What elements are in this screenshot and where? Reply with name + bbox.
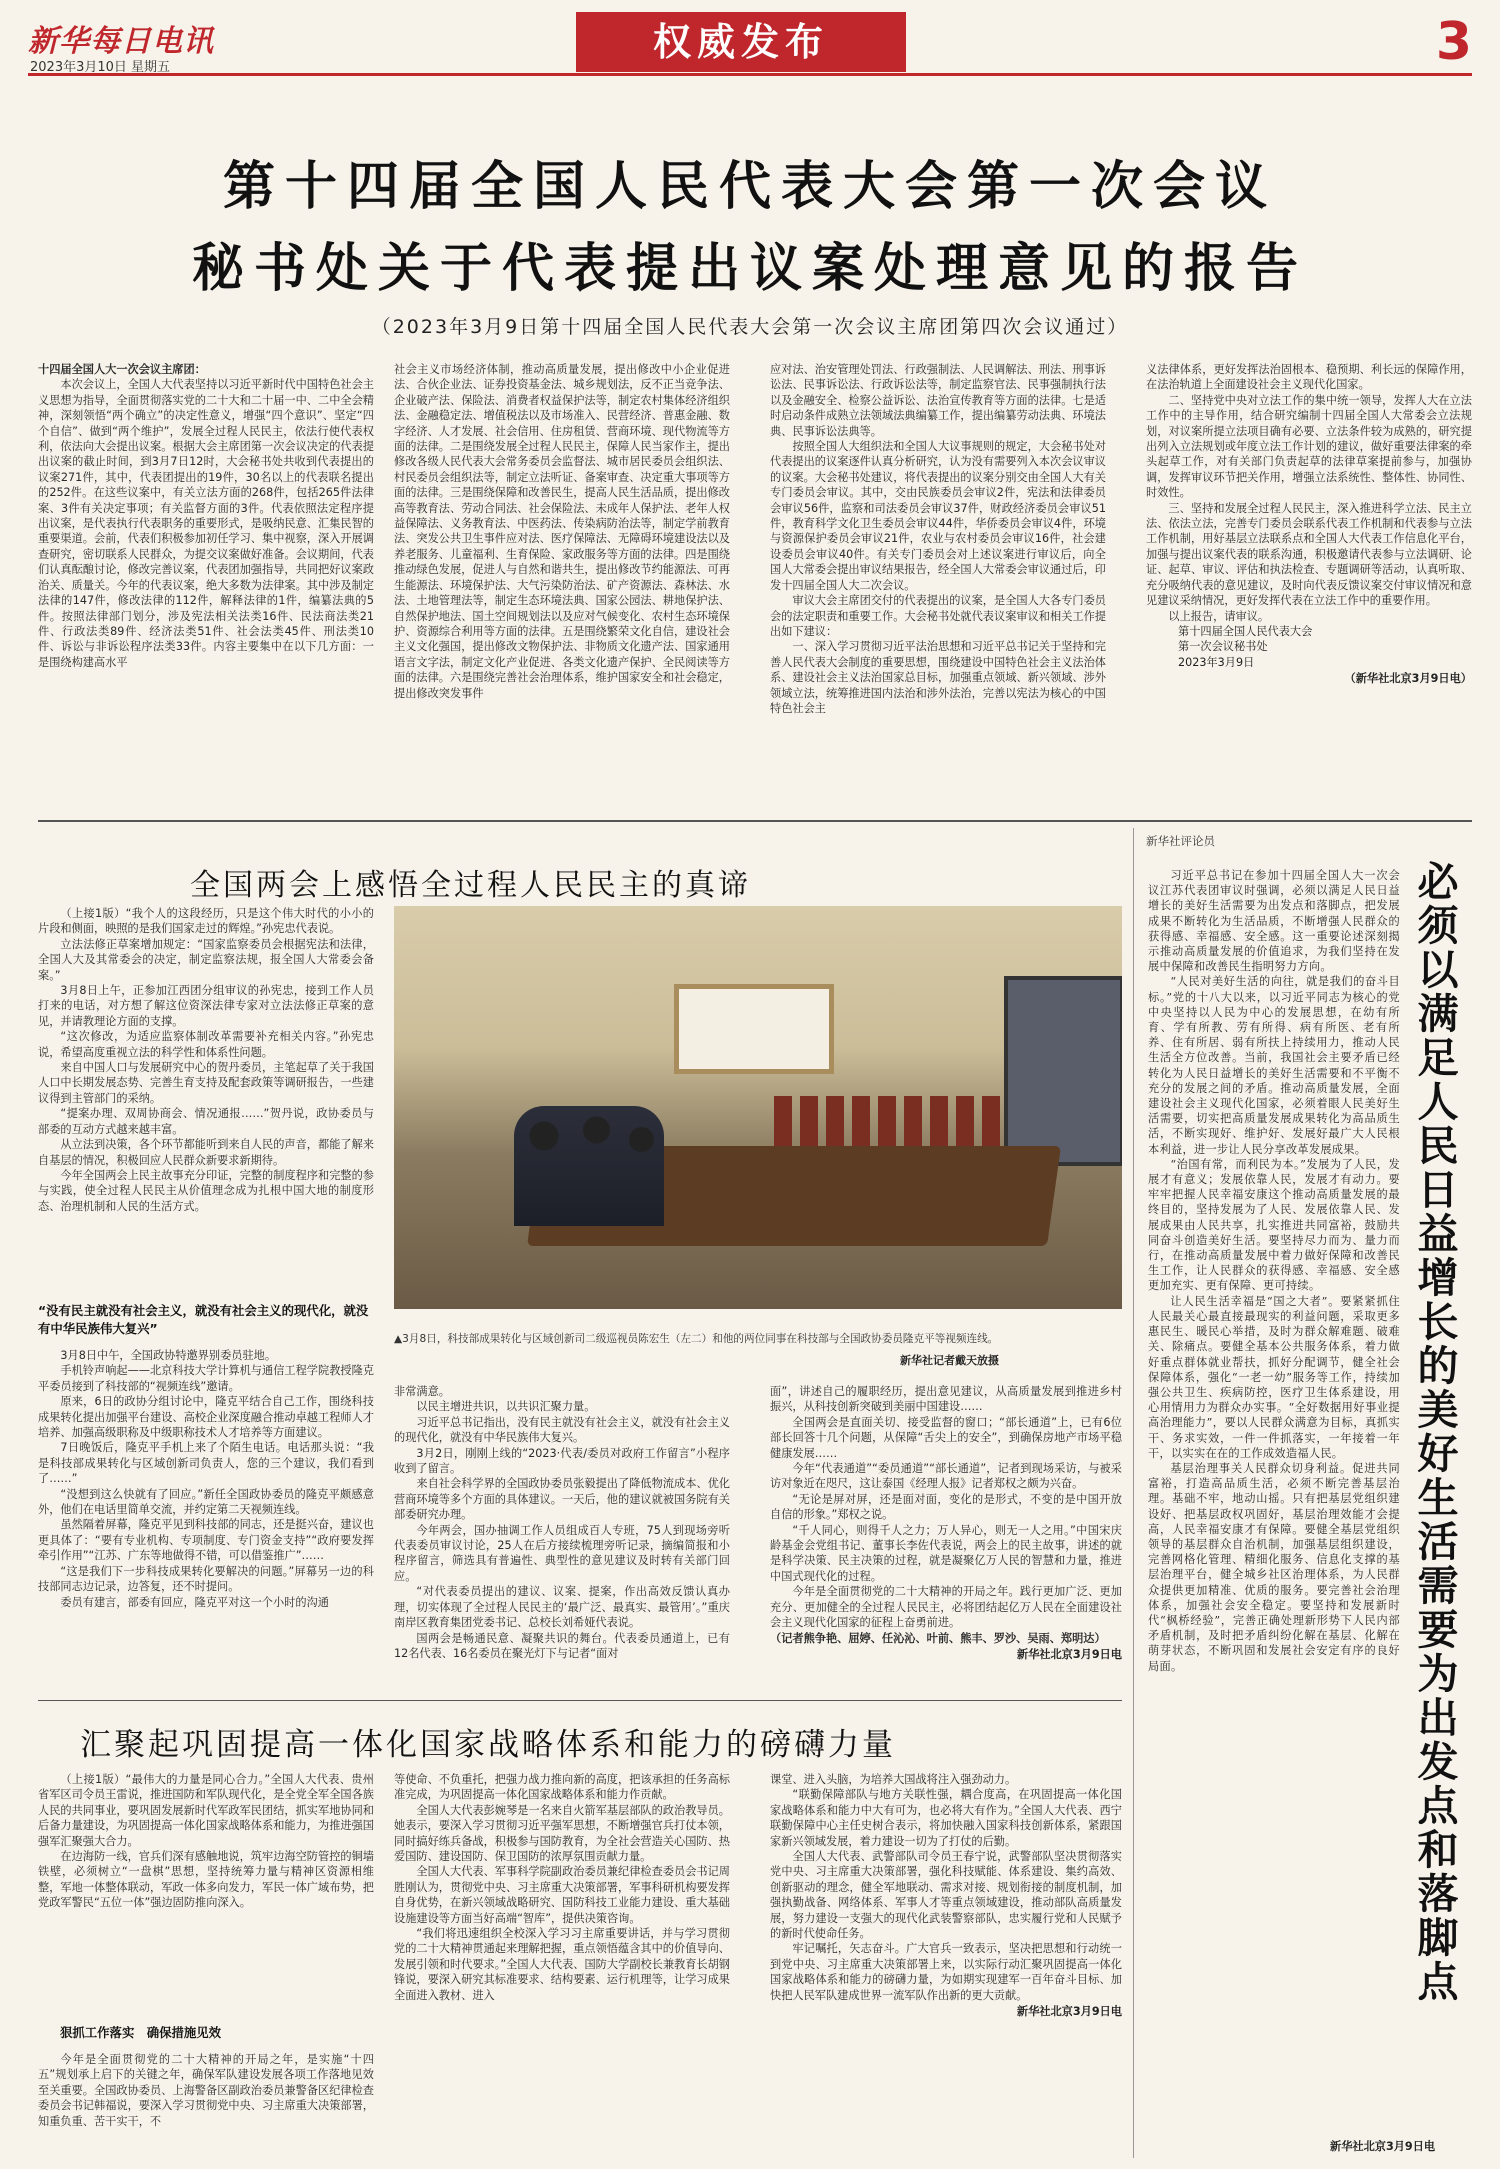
commentary-paragraph: 习近平总书记在参加十四届全国人大一次会议江苏代表团审议时强调，必须以满足人民日益增长的美好生活需要为出发点和落脚点，把发展成果不断转化为生活品质，不断增强人民群众的获得感、幸福感、安全感。这一重要论述深刻揭示推动高质量发展的价值追求，为我们坚持在发展中保障和改善民生指明努力方向。 [1148, 869, 1400, 974]
photo-credit: 新华社记者戴天放摄 [900, 1354, 999, 1367]
article3-credit: 新华社北京3月9日电 [1016, 2005, 1122, 2019]
article2-paragraph: “提案办理、双周协商会、情况通报……”贺丹说，政协委员与部委的互动方式越来越丰富。 [38, 1107, 374, 1136]
commentary-title: 必须以满足人民日益增长的美好生活需要为出发点和落脚点 [1417, 858, 1459, 2006]
article2-title: 全国两会上感悟全过程人民民主的真谛 [190, 868, 751, 903]
article2-paragraph: 立法法修正草案增加规定：“国家监察委员会根据宪法和法律，全国人大及其常委会的决定，制定监察法规，报全国人大常委会备案。” [38, 937, 374, 982]
article3-paragraph: 牢记嘱托，矢志奋斗。广大官兵一致表示，坚决把思想和行动统一到党中央、习主席重大决策部署上来，以实际行动汇聚巩固提高一体化国家战略体系和能力的磅礴力量，为如期实现建军一百年奋斗目标、加快把人民军队建成世界一流军队作出新的更大贡献。 [770, 1942, 1122, 2002]
article2-paragraph: 虽然隔着屏幕，隆克平见到科技部的同志，还是挺兴奋，建议也更具体了：“要有专业机构、专项制度、专门资金支持”“政府要发挥牵引作用”“江苏、广东等地做得不错，可以借鉴推广”…… [38, 1518, 374, 1563]
article2-paragraph: 3月8日上午，正参加江西团分组审议的孙宪忠，接到工作人员打来的电话，对方想了解这位资深法律专家对立法法修正草案的意见，并请教理论方面的支撑。 [38, 984, 374, 1028]
article3-subhead: 狠抓工作落实 确保措施见效 [60, 2025, 222, 2040]
article3-paragraph: 课堂、进入头脑，为培养大国战将注入强劲动力。 [770, 1773, 1017, 1786]
report-column-1 [38, 362, 374, 670]
report-salutation: 十四届全国人大一次会议主席团： [38, 363, 206, 376]
article2-paragraph: 今年“代表通道”“委员通道”“部长通道”，记者到现场采访，与被采访对象近在咫尺，这让泰国《经理人报》记者郑权之颇为兴奋。 [770, 1462, 1122, 1491]
section-divider [38, 1700, 1122, 1701]
issue-date: 2023年3月10日 星期五 [30, 60, 171, 75]
report-paragraph: 一、深入学习贯彻习近平法治思想和习近平总书记关于坚持和完善人民代表大会制度的重要思想，围绕建设中国特色社会主义法治体系、建设社会主义法治国家总目标，加强重点领域、新兴领域、涉外领域立法，统筹推进国内法治和涉外法治，完善以宪法为核心的中国特色社会主 [770, 640, 1106, 715]
article2-column-1a [38, 906, 374, 1214]
article3-column-3 [770, 1772, 1122, 2019]
article3-paragraph: 全国人大代表彭婉琴是一名来自火箭军基层部队的政治教导员。她表示，要深入学习贯彻习近平强军思想，不断增强官兵打仗本领，同时搞好练兵备战，积极参与国防教育，为全社会营造关心国防、热爱国防、建设国防、保卫国防的浓厚氛围贡献力量。 [394, 1803, 730, 1864]
article2-paragraph: 习近平总书记指出，没有民主就没有社会主义，就没有社会主义的现代化，就没有中华民族伟大复兴。 [394, 1415, 730, 1445]
article3-title: 汇聚起巩固提高一体化国家战略体系和能力的磅礴力量 [80, 1727, 896, 1763]
article2-paragraph: “这次修改，为适应监察体制改革需要补充相关内容。”孙宪忠说，希望高度重视立法的科学性和体系性问题。 [38, 1030, 374, 1059]
article3-paragraph: 今年是全面贯彻党的二十大精神的开局之年，是实施“十四五”规划承上启下的关键之年，确保军队建设发展各项工作落地见效至关重要。全国政协委员、上海警备区副政治委员兼警备区纪律检查委员会书记韩福说，要深入学习贯彻党中央、习主席重大决策部署，知重负重、苦干实干，不 [38, 2053, 374, 2128]
article2-credit: （记者熊争艳、屈婷、任沁沁、叶前、熊丰、罗沙、吴雨、郑明达） [770, 1631, 1106, 1645]
wall-painting [674, 984, 834, 1074]
commentary-paragraph: 让人民生活幸福是“国之大者”。要紧紧抓住人民最关心最直接最现实的利益问题，采取更多惠民生、暖民心举措，及时为群众解难题、破难关、除痛点。要健全基本公共服务体系，着力做好重点群体就业帮扶，抓好分配调节，健全社会保障体系，强化“一老一幼”服务等工作，持续加强公共卫生、疾病防控，医疗卫生体系建设，用心用情用力为群众办实事。“全好数据用好事业提高治理能力”，要以人民群众满意为目标，真抓实干、务求实效，一件一件抓落实，一年接着一年干，以实实在在的工作成效造福人民。 [1148, 1294, 1400, 1460]
article2-paragraph: 今年是全面贯彻党的二十大精神的开局之年。践行更加广泛、更加充分、更加健全的全过程人民民主，必将团结起亿万人民在全面建设社会主义现代化国家的征程上奋勇前进。 [770, 1585, 1122, 1630]
article2-paragraph: 来自中国人口与发展研究中心的贺丹委员，主笔起草了关于我国人口中长期发展态势、完善生育支持及配套政策等调研报告，一些建议得到主管部门的采纳。 [38, 1061, 374, 1105]
article2-paragraph: 今年两会，国办抽调工作人员组成百人专班，75人到现场旁听代表委员审议讨论，25人在后方接续梳理旁听记录，摘编简报和小程序留言，筛选具有普遍性、典型性的意见建议及时转有关部门回应。 [394, 1523, 730, 1583]
article3-column-1b [38, 2052, 374, 2129]
report-paragraph: 审议大会主席团交付的代表提出的议案，是全国人大各专门委员会的法定职责和重要工作。大会秘书处就代表议案审议和相关工作提出如下建议： [770, 594, 1106, 638]
article2-paragraph: 非常满意。 [394, 1385, 450, 1398]
commentary-body [1148, 868, 1400, 1674]
article2-paragraph: 委员有建言，部委有回应，隆克平对这一个小时的沟通 [60, 1595, 329, 1609]
report-paragraph: 三、坚持和发展全过程人民民主，深入推进科学立法、民主立法、依法立法，完善专门委员会联系代表工作机制和代表参与立法工作机制，用好基层立法联系点和全国人大代表工作信息化平台，加强与提出议案代表的联系沟通，积极邀请代表参与立法调研、论证、起草、审议、评估和执法检查、专题调研等活动，认真听取、充分吸纳代表的意见建议，及时向代表反馈议案交付审议情况和意见建议采纳情况，更好发挥代表在立法工作中的重要作用。 [1146, 501, 1472, 608]
article2-paragraph: 从立法到决策，各个环节都能听到来自人民的声音，都能了解来自基层的情况，积极回应人民群众新要求新期待。 [38, 1138, 374, 1167]
article2-paragraph: “对代表委员提出的建议、议案、提案，作出高效反馈认真办理，切实体现了全过程人民民主的‘最广泛、最真实、最管用’。”重庆南岸区教育集团党委书记、总校长刘希娅代表说。 [394, 1585, 730, 1630]
article2-paragraph: “千人同心，则得千人之力；万人异心，则无一人之用。”中国宋庆龄基金会党组书记、董事长李佐代表说，两会上的民主故事，讲述的就是科学决策、民主决策的过程，就是凝聚亿万人民的智慧和力量，推进中国式现代化的过程。 [770, 1523, 1122, 1583]
article2-column-2 [394, 1384, 730, 1661]
article2-paragraph: 以民主增进共识，以共识汇聚力量。 [416, 1400, 596, 1414]
article3-column-1a [38, 1772, 374, 1911]
article2-column-3 [770, 1384, 1122, 1662]
article3-paragraph: 在边海防一线，官兵们深有感触地说，筑牢边海空防管控的铜墙铁壁，必须树立“一盘棋”思想，坚持统筹力量与精神区资源相维整，军地一体整体联动，军政一体多向发力，军民一体广域布势，把党政军警民“五位一体”强边固防推向深入。 [38, 1850, 374, 1910]
article2-paragraph: 3月2日，刚刚上线的“2023·代表/委员对政府工作留言”小程序收到了留言。 [394, 1446, 730, 1476]
article3-paragraph: “我们将迅速组织全校深入学习习主席重要讲话，并与学习贯彻党的二十大精神贯通起来理解把握，重点领悟蕴含其中的价值导向、发展引领和时代要求。”全国人大代表、国防大学副校长兼教育长胡钢锋说，要深入研究其标准要求、结构要素、运行机理等，让学习成果全面进入教材、进入 [394, 1927, 730, 2002]
article3-column-2 [394, 1772, 730, 2003]
commentary-credit: 新华社北京3月9日电 [1330, 2140, 1436, 2153]
report-paragraph: 按照全国人大组织法和全国人大议事规则的规定，大会秘书处对代表提出的议案逐件认真分析研究，认为没有需要列入本次会议审议的议案。大会秘书处建议，将代表提出的议案分别交由全国人大有关专门委员会审议。其中，交由民族委员会审议2件，宪法和法律委员会审议56件，监察和司法委员会审议37件，财政经济委员会审议51件，教育科学文化卫生委员会审议44件，华侨委员会审议4件，环境与资源保护委员会审议21件，农业与农村委员会审议16件，社会建设委员会审议40件。有关专门委员会对上述议案进行审议后，向全国人大常委会提出审议结果报告，经全国人大常委会审议通过后，印发十四届全国人大二次会议。 [770, 440, 1106, 592]
masthead [28, 12, 1472, 76]
commentary-paragraph: 基层治理事关人民群众切身利益。促进共同富裕，打造高品质生活，必须不断完善基层治理。基础不牢，地动山摇。只有把基层党组织建设好、把基层政权巩固好，基层治理效能才会提高，人民幸福安康才有保障。要健全基层党组织领导的基层群众自治机制，加强基层组织建设，完善网格化管理、精细化服务、信息化支撑的基层治理平台，健全城乡社区治理体系，为人民群众提供更加精准、优质的服务。要完善社会治理体系，加强社会安全稳定。要坚持和发展新时代“枫桥经验”，完善正确处理新形势下人民内部矛盾机制，及时把矛盾纠纷化解在基层、化解在萌芽状态，不断巩固和发展社会安定有序的良好局面。 [1148, 1461, 1400, 1673]
column-divider [1133, 828, 1134, 2158]
report-credit: （新华社北京3月9日电） [1344, 672, 1472, 686]
article3-paragraph: 全国人大代表、武警部队司令员王春宁说，武警部队坚决贯彻落实党中央、习主席重大决策部署，强化科技赋能、体系建设、集约高效、创新驱动的理念，健全军地联动、需求对接、规划衔接的制度机制，加强执勤战备、网络体系、军事人才等重点领域建设，推动部队高质量发展，努力建设一支强大的现代化武装警察部队，忠实履行党和人民赋予的新时代使命任务。 [770, 1850, 1122, 1941]
article2-paragraph: 今年全国两会上民主故事充分印证，完整的制度程序和完整的参与实践，使全过程人民民主从价值理念成为扎根中国大地的制度形态、治理机制和人民的生活方式。 [38, 1168, 374, 1213]
article2-paragraph: （上接1版）“我个人的这段经历，只是这个伟大时代的小小的片段和侧面，映照的是我们国家走过的辉煌。”孙宪忠代表说。 [38, 907, 374, 936]
report-title-line1: 第十四届全国人民代表大会第一次会议 [222, 156, 1277, 217]
page-number: 3 [1435, 12, 1472, 72]
article2-paragraph: “无论是屏对屏，还是面对面，变化的是形式，不变的是中国开放自信的形象。”郑权之说。 [770, 1492, 1122, 1522]
photo-caption: ▲3月8日，科技部成果转化与区域创新司二级巡视员陈宏生（左二）和他的两位同事在科技部与全国政协委员隆克平等视频连线。 [394, 1333, 999, 1345]
article2-paragraph: 国两会是畅通民意、凝聚共识的舞台。代表委员通道上，已有12名代表、16名委员在聚光灯下与记者“面对 [394, 1631, 730, 1660]
article2-paragraph: 面”，讲述自己的履职经历，提出意见建议，从高质量发展到推进乡村振兴，从科技创新突破到美丽中国建设…… [770, 1385, 1122, 1414]
video-screen [1004, 976, 1122, 1166]
chairs [774, 1096, 1004, 1146]
article2-paragraph: 全国两会是直面关切、接受监督的窗口；“部长通道”上，已有6位部长回答十几个问题，从保障“舌尖上的安全”，到确保房地产市场平稳健康发展…… [770, 1415, 1122, 1460]
article3-paragraph: 全国人大代表、军事科学院副政治委员兼纪律检查委员会书记周胜刚认为，贯彻党中央、习主席重大决策部署，军事科研机构要发挥自身优势，在新兴领域战略研究、国防科技工业能力建设、重大基础设施建设等方面当好高端“智库”，提供决策咨询。 [394, 1865, 730, 1925]
article2-paragraph: “没想到这么快就有了回应。”新任全国政协委员的隆克平颇感意外，他们在电话里简单交流，并约定第二天视频连线。 [38, 1487, 374, 1517]
section-title: 权威发布 [576, 12, 906, 72]
report-column-3 [770, 362, 1106, 716]
commentary-paragraph: “治国有常，而利民为本。”发展为了人民，发展才有意义；发展依靠人民，发展才有动力。要牢牢把握人民幸福安康这个推动高质量发展的最终目的，坚持发展为了人民、发展依靠人民、发展成果由人民共享，扎实推进共同富裕，鼓励共同奋斗创造美好生活。要坚持尽力而为、量力而行，在推动高质量发展中着力做好保障和改善民生工作，让人民群众的获得感、幸福感、安全感更加充实、更有保障、更可持续。 [1148, 1157, 1400, 1293]
article3-paragraph: （上接1版）“最伟大的力量是同心合力。”全国人大代表、贵州省军区司令员王雷说，推进国防和军队现代化，是全党全军全国各族人民的共同事业，要巩固发展新时代军政军民团结，抓实军地协同和后备力量建设，为巩固提高一体化国家战略体系和能力，为推进强国强军汇聚强大合力。 [38, 1773, 374, 1848]
report-column-2 [394, 362, 730, 701]
meeting-participants [514, 1106, 664, 1226]
article2-paragraph: 7日晚饭后，隆克平手机上来了个陌生电话。电话那头说：“我是科技部成果转化与区域创新司负责人，您的三个建议，我们看到了……” [38, 1441, 374, 1486]
report-paragraph: 二、坚持党中央对立法工作的集中统一领导，发挥人大在立法工作中的主导作用，结合研究编制十四届全国人大常委会立法规划，对议案所提立法项目确有必要、立法条件较为成熟的，研究提出列入立法规划或年度立法工作计划的建议，做好重要法律案的牵头起草工作，对有关部门负责起草的法律草案提前参与，加强协调，发挥审议环节把关作用，增强立法系统性、整体性、协同性、时效性。 [1146, 393, 1472, 500]
report-signature-date: 2023年3月9日 [1178, 655, 1255, 669]
commentary-paragraph: “人民对美好生活的向往，就是我们的奋斗目标。”党的十八大以来，以习近平同志为核心的党中央坚持以人民为中心的发展思想，在幼有所育、学有所教、劳有所得、病有所医、老有所养、住有所居、弱有所扶上持续用力，推动人民生活全方位改善。当前，我国社会主要矛盾已经转化为人民日益增长的美好生活需要和不平衡不充分的发展之间的矛盾。推动高质量发展，全面建设社会主义现代化国家，必须着眼人民美好生活需要，切实把高质量发展成果转化为高品质生活，不断实现好、维护好、发展好最广大人民根本利益，进一步让人民分享改革发展成果。 [1148, 975, 1400, 1156]
article3-paragraph: “联勤保障部队与地方关联性强，耦合度高，在巩固提高一体化国家战略体系和能力中大有可为，也必将大有作为。”全国人大代表、西宁联勤保障中心主任史树合表示，将加快融入国家科技创新体系，紧跟国家新兴领域发展，着力建设一切为了打仗的后勤。 [770, 1788, 1122, 1848]
report-subtitle: （2023年3月9日第十四届全国人民代表大会第一次会议主席团第四次会议通过） [371, 316, 1129, 338]
report-column-4 [1146, 362, 1472, 686]
article3-paragraph: 等使命、不负重托，把强力战力推向新的高度，把该承担的任务高标准完成，为巩固提高一体化国家战略体系和能力作贡献。 [394, 1773, 730, 1802]
report-signature-org: 第一次会议秘书处 [1178, 640, 1268, 654]
article2-paragraph: 手机铃声响起——北京科技大学计算机与通信工程学院教授隆克平委员接到了科技部的“视频连线”邀请。 [38, 1364, 374, 1393]
report-paragraph: 本次会议上，全国人大代表坚持以习近平新时代中国特色社会主义思想为指导，全面贯彻落实党的二十大和二十届一中、二中全会精神，深刻领悟“两个确立”的决定性意义，增强“四个意识”、坚定“四个自信”、做到“两个维护”，发展全过程人民民主，依法行使代表权利，依法向大会提出议案。根据大会主席团第一次会议决定的代表提出议案的截止时间，到3月7日12时，大会秘书处共收到代表提出的议案271件，其中，代表团提出的19件，30名以上的代表联名提出的252件。在这些议案中，有关立法方面的268件，包括265件法律案、3件有关决定事项；有关监督方面的3件。代表依照法定程序提出议案，是代表执行代表职务的重要形式，是吸纳民意、汇集民智的重要渠道。会前，代表们积极参加初任学习、集中视察，深入开展调查研究，密切联系人民群众，为提交议案做好准备。会议期间，代表们认真酝酿讨论，修改完善议案，代表团加强指导，共同把好议案政治关、质量关。今年的代表议案，绝大多数为法律案。其中涉及制定法律的147件，修改法律的112件，解释法律的1件，编纂法典的5件。按照法律部门划分，涉及宪法相关法类16件、民法商法类21件、行政法类89件、经济法类51件、社会法类45件、刑法类10件、诉讼与非诉讼程序法类33件。内容主要集中在以下几方面：一是围绕构建高水平 [38, 378, 374, 669]
section-divider [38, 820, 1472, 822]
report-closing: 以上报告，请审议。 [1168, 609, 1270, 623]
newspaper-brand: 新华每日电讯 [28, 24, 214, 59]
article2-column-1b [38, 1348, 374, 1610]
report-paragraph: 应对法、治安管理处罚法、行政强制法、人民调解法、刑法、刑事诉讼法、民事诉讼法、行政诉讼法等，制定监察官法、民事强制执行法以及金融安全、检察公益诉讼、法治宣传教育等方面的法律。七是适时启动条件成熟立法领域法典编纂工作，提出编纂劳动法典、环境法典、民事诉讼法典等。 [770, 363, 1106, 438]
report-paragraph: 社会主义市场经济体制，推动高质量发展，提出修改中小企业促进法、合伙企业法、证券投资基金法、城乡规划法，反不正当竞争法、企业破产法、保险法、消费者权益保护法等，制定农村集体经济组织法、金融稳定法、增值税法以及市场准入、民营经济、普惠金融、数字经济、人才发展、社会信用、住房租赁、营商环境、现代物流等方面的法律。二是围绕发展全过程人民民主，保障人民当家作主，提出修改各级人民代表大会常务委员会监督法、城市居民委员会组织法、村民委员会组织法等，制定立法听证、备案审查、决定重大事项等方面的法律。三是围绕保障和改善民生，提高人民生活品质，提出修改高等教育法、劳动合同法、社会保险法、未成年人保护法、老年人权益保障法、义务教育法、中医药法、传染病防治法等，制定学前教育法、突发公共卫生事件应对法、医疗保障法、无障碍环境建设法以及养老服务、儿童福利、生育保险、家政服务等方面的法律。四是围绕推动绿色发展，促进人与自然和谐共生，提出修改节约能源法、可再生能源法、环境保护法、大气污染防治法、矿产资源法、森林法、水法、土地管理法等，制定生态环境法典、国家公园法、耕地保护法、自然保护地法、国土空间规划法以及应对气候变化、农村生态环境保护、资源综合利用等方面的法律。五是围绕繁荣文化自信，建设社会主义文化强国，提出修改文物保护法、非物质文化遗产法、国家通用语言文字法，制定文化产业促进、各类文化遗产保护、全民阅读等方面的法律。六是围绕完善社会治理体系，维护国家安全和社会稳定，提出修改突发事件 [394, 363, 730, 700]
article2-paragraph: “这是我们下一步科技成果转化要解决的问题。”屏幕另一边的科技部同志边记录，边答复，还不时提问。 [38, 1564, 374, 1594]
article2-photo [394, 906, 1122, 1309]
report-signature-org: 第十四届全国人民代表大会 [1178, 624, 1313, 638]
report-title-line2: 秘书处关于代表提出议案处理意见的报告 [191, 238, 1308, 299]
article2-paragraph: 来自社会科学界的全国政协委员张毅提出了降低物流成本、优化营商环境等多个方面的具体建议。一天后，他的建议就被国务院有关部委研究办理。 [394, 1477, 730, 1522]
commentary-label: 新华社评论员 [1146, 834, 1215, 848]
report-title [40, 146, 1460, 310]
article2-credit-dateline: 新华社北京3月9日电 [1016, 1647, 1122, 1661]
article2-paragraph: 3月8日中午，全国政协特邀界别委员驻地。 [60, 1349, 277, 1362]
article2-paragraph: 原来，6日的政协分组讨论中，隆克平结合自己工作，围绕科技成果转化提出加强平台建设、高校企业深度融合推动卓越工程师人才培养、加强高级职称及中级职称技术人才培养等方面建议。 [38, 1395, 374, 1440]
article2-subhead: “没有民主就没有社会主义，就没有社会主义的现代化，就没有中华民族伟大复兴” [38, 1303, 369, 1336]
report-paragraph: 义法律体系，更好发挥法治固根本、稳预期、利长远的保障作用，在法治轨道上全面建设社会主义现代化国家。 [1146, 363, 1472, 392]
